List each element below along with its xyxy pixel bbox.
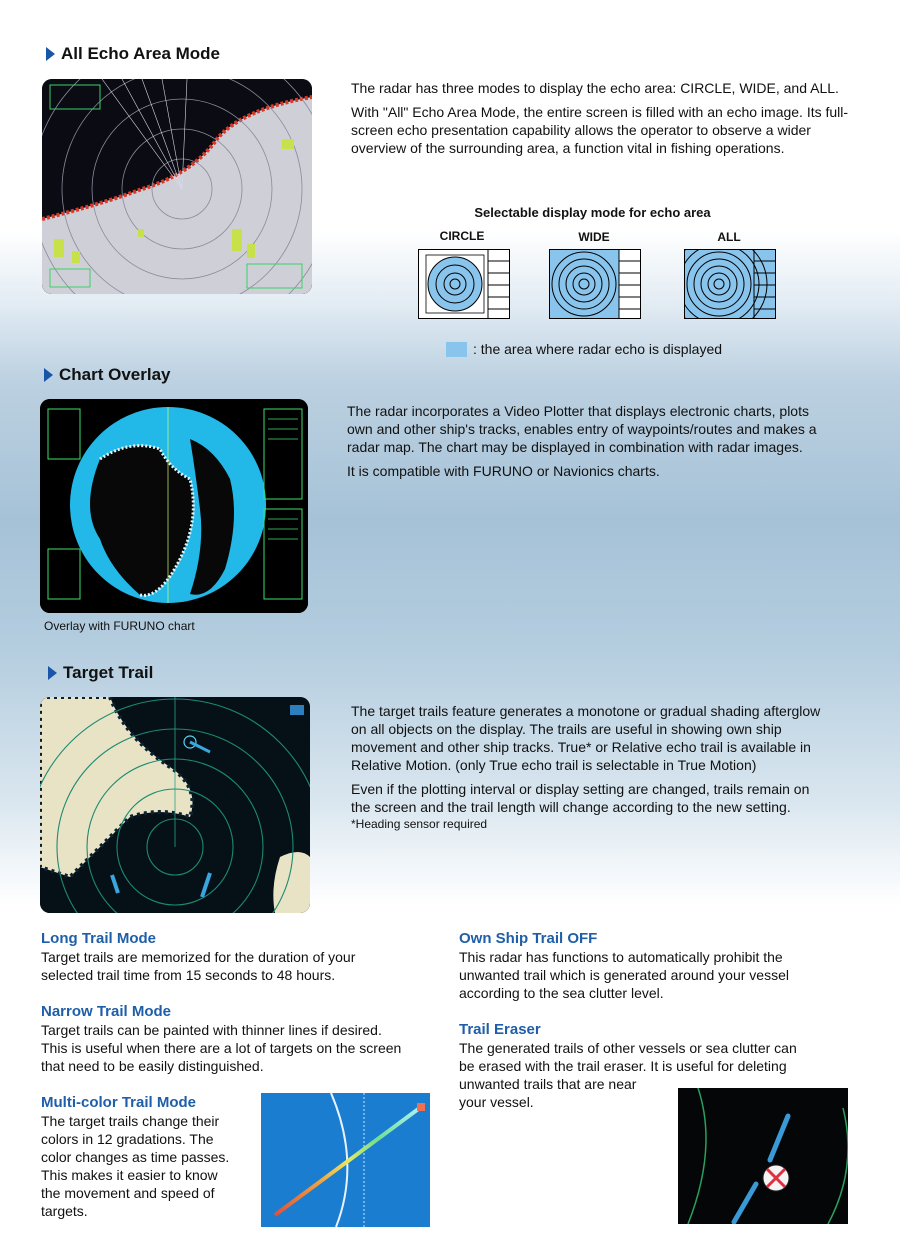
multicolor-trail-line: colors in 12 gradations. The [41, 1131, 214, 1147]
chart-overlay-paragraph-1: The radar incorporates a Video Plotter that displays electronic charts, plots own and other ship's tracks, enables entry of waypoints/routes and makes a radar map. The chart may be displayed in combination with radar images. [347, 403, 817, 455]
multicolor-trail-line: This makes it easier to know [41, 1167, 218, 1183]
trail-eraser-image [678, 1088, 848, 1224]
section-title-echo-area [46, 44, 220, 64]
echo-mode-diagram-title: Selectable display mode for echo area [474, 205, 711, 220]
echo-mode-all-diagram [684, 249, 776, 324]
target-trail-title: Target Trail [63, 663, 154, 682]
echo-area-title: All Echo Area Mode [61, 44, 221, 63]
narrow-trail-line: This is useful when there are a lot of targets on the screen [41, 1040, 402, 1056]
trail-eraser-line: The generated trails of other vessels or sea clutter can [459, 1040, 797, 1056]
own-ship-trail-off-line: according to the sea clutter level. [459, 985, 664, 1001]
multicolor-trail-line: the movement and speed of [41, 1185, 215, 1201]
multicolor-trail-title: Multi-color Trail Mode [41, 1094, 197, 1111]
chart-overlay-image [40, 399, 308, 613]
multicolor-trail-line: color changes as time passes. [41, 1149, 230, 1165]
echo-area-paragraph-2: With "All" Echo Area Mode, the entire screen is filled with an echo image. Its full-screen echo presentation capability allows the operator to observe a wider overview of the surrounding area, a function vital in fishing operations. [351, 104, 849, 156]
narrow-trail-line: that need to be easily distinguished. [41, 1058, 264, 1074]
own-ship-trail-off-line: This radar has functions to automatically prohibit the [459, 949, 783, 965]
section-title-chart-overlay [44, 365, 171, 385]
mode-label-all: ALL [717, 230, 741, 244]
narrow-trail-title: Narrow Trail Mode [41, 1003, 172, 1020]
multicolor-trail-line: targets. [41, 1203, 88, 1219]
own-ship-trail-off-title: Own Ship Trail OFF [459, 930, 598, 947]
mode-label-wide: WIDE [578, 230, 610, 244]
multicolor-trail-image [261, 1093, 430, 1227]
trail-eraser-title: Trail Eraser [459, 1021, 541, 1038]
feature-narrow-trail [41, 1003, 451, 1075]
echo-area-paragraph-1: The radar has three modes to display the echo area: CIRCLE, WIDE, and ALL. [351, 80, 839, 96]
trail-eraser-line: be erased with the trail eraser. It is useful for deleting [459, 1058, 787, 1074]
trail-eraser-line: your vessel. [459, 1094, 534, 1110]
echo-area-legend [446, 341, 722, 357]
target-trail-footnote: *Heading sensor required [351, 817, 488, 831]
echo-mode-circle-diagram [418, 249, 510, 324]
legend-text: : the area where radar echo is displayed [473, 341, 723, 357]
feature-own-ship-trail-off [459, 930, 859, 1002]
target-trail-paragraph-2: Even if the plotting interval or display setting are changed, trails remain on the screen and the trail length will change according to the new setting. [351, 781, 810, 815]
feature-long-trail [41, 930, 441, 984]
section-title-target-trail [48, 663, 153, 683]
chart-overlay-paragraph-2: It is compatible with FURUNO or Navionics charts. [347, 463, 660, 479]
mode-label-circle: CIRCLE [439, 229, 485, 243]
long-trail-line: Target trails are memorized for the duration of your [41, 949, 356, 965]
section-arrow-icon [46, 47, 55, 61]
feature-multicolor-trail [41, 1094, 256, 1220]
target-trail-radar-image [40, 697, 310, 913]
section-arrow-icon [44, 368, 53, 382]
legend-swatch [446, 342, 467, 357]
multicolor-trail-line: The target trails change their [41, 1113, 220, 1129]
own-ship-trail-off-line: unwanted trail which is generated around your vessel [459, 967, 789, 983]
chart-overlay-title: Chart Overlay [59, 365, 171, 384]
long-trail-title: Long Trail Mode [41, 930, 156, 947]
chart-overlay-caption: Overlay with FURUNO chart [44, 619, 195, 633]
section-arrow-icon [48, 666, 57, 680]
narrow-trail-line: Target trails can be painted with thinner lines if desired. [41, 1022, 382, 1038]
long-trail-line: selected trail time from 15 seconds to 48 hours. [41, 967, 336, 983]
echo-mode-wide-diagram [549, 249, 641, 324]
echo-area-radar-image [42, 79, 312, 294]
target-trail-paragraph-1: The target trails feature generates a monotone or gradual shading afterglow on all objects on the display. The trails are useful in showing own ship movement and other ship tracks. True* or Relative echo trail is available in Relative Motion. (only True echo trail is selectable in True Motion) [351, 703, 821, 773]
trail-eraser-line: unwanted trails that are near [459, 1076, 637, 1092]
